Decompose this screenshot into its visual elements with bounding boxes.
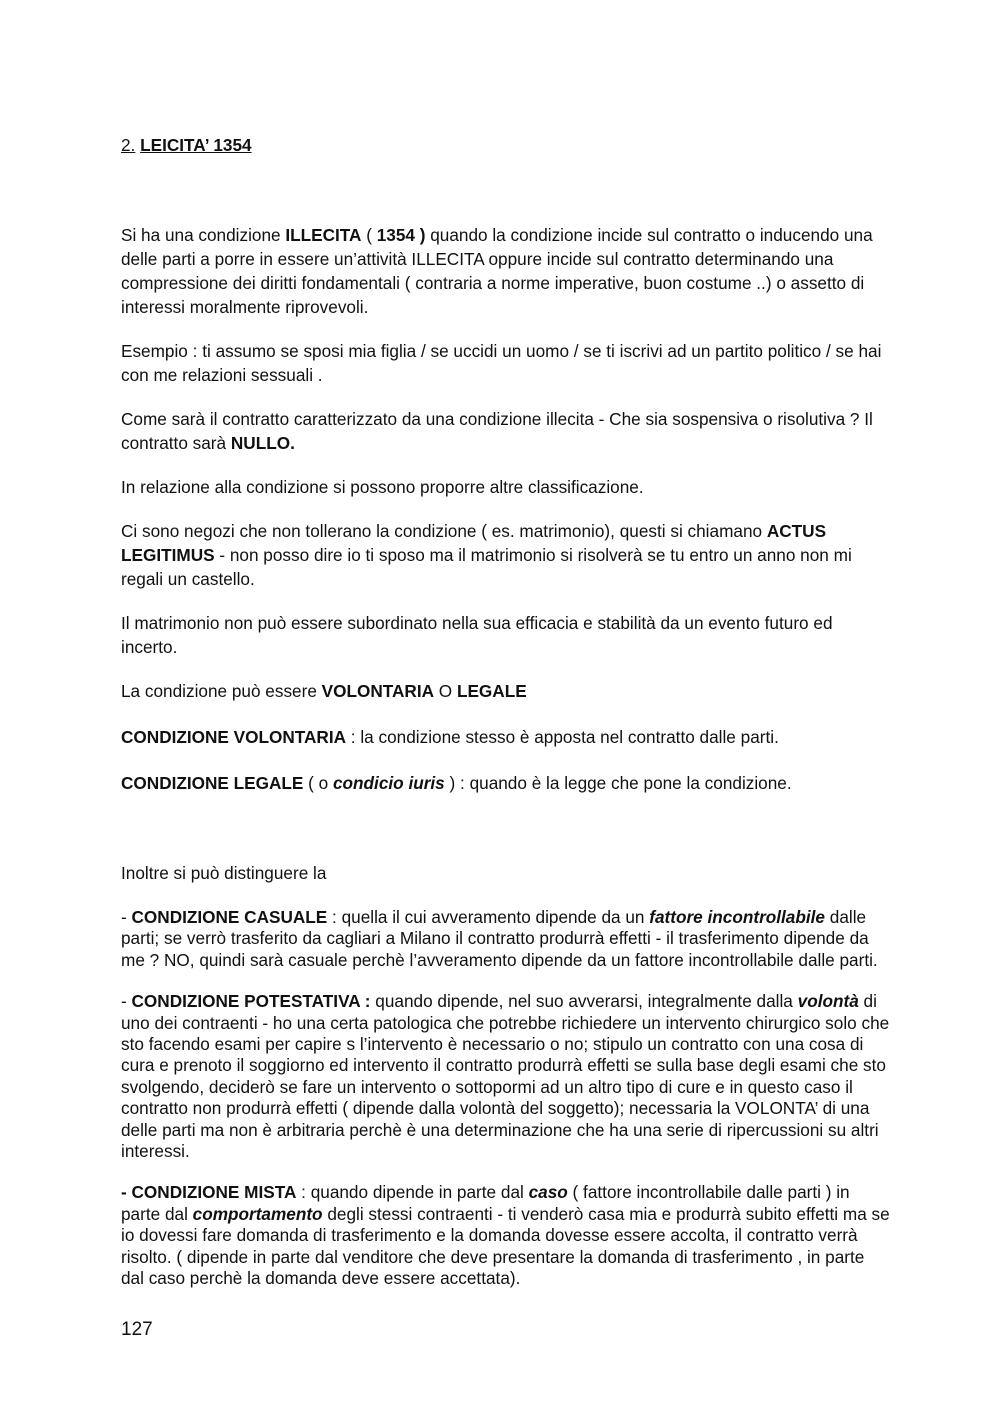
text-run: Si ha una condizione [121, 225, 286, 245]
page-number: 127 [121, 1319, 153, 1340]
paragraph-illecita [121, 223, 891, 319]
text-run: O [434, 681, 457, 701]
text-run: ( fattore incontrollabile dalle parti ) in parte dal [121, 1182, 850, 1224]
section-heading [121, 133, 891, 157]
paragraph-matrimonio: Il matrimonio non può essere subordinato nella sua efficacia e stabilità da un evento futuro ed incerto. [121, 613, 833, 657]
paragraph-condizione-legale [121, 771, 891, 795]
text-run: di uno dei contraenti - ho una certa patologica che potrebbe richiedere un intervento chirurgico solo che sto facendo esami per capire s l’intervento è necessario o no; stipulo un contratto con una cosa di cura e prenoto il soggiorno ed intervento il contratto produrrà effetti se sulla base degli esami che sto svolgendo, deciderò se fare un intervento o sottopormi ad un altro tipo di cure e in questo caso il contratto non produrrà effetti ( dipende dalla volontà del soggetto); necessaria la VOLONTA’ di una delle parti ma non è arbitraria perchè è una determinazione che ha una serie di ripercussioni su altri interessi. [121, 991, 890, 1162]
text-run: : la condizione stesso è apposta nel contratto dalle parti. [346, 727, 779, 747]
bold-term: NULLO. [230, 433, 295, 453]
bold-term: CONDIZIONE CASUALE [131, 907, 328, 927]
paragraph-condizione-volontaria [121, 725, 891, 749]
text-run: ) : quando è la legge che pone la condizione. [444, 773, 792, 793]
bold-term: - CONDIZIONE MISTA [121, 1182, 297, 1203]
bold-italic-term: comportamento [192, 1203, 323, 1224]
text-run: ( [361, 225, 377, 245]
paragraph-inoltre: Inoltre si può distinguere la [121, 863, 327, 883]
text-run: ( o [303, 773, 333, 793]
paragraph-volontaria-legale [121, 679, 891, 703]
text-run: quando la condizione incide sul contratto o inducendo una delle parti a porre in essere un’attività ILLECITA oppure incide sul contratto determinando una compressione dei diritti fondamentali ( contraria a norme imperative, buon costume ..) o assetto di interessi moralmente riprovevoli. [121, 225, 873, 317]
bold-italic-term: fattore incontrollabile [649, 907, 825, 927]
text-run: - non posso dire io ti sposo ma il matrimonio si risolverà se tu entro un anno non mi regali un castello. [121, 545, 852, 589]
heading-number: 2. [121, 135, 136, 155]
paragraph-classificazione: In relazione alla condizione si possono proporre altre classificazione. [121, 477, 644, 497]
bold-term: ILLECITA [285, 225, 362, 245]
bold-term: 1354 ) [376, 225, 426, 245]
paragraph-esempio: Esempio : ti assumo se sposi mia figlia / se uccidi un uomo / se ti iscrivi ad un partito politico / se hai con me relazioni sessuali . [121, 341, 882, 385]
bold-italic-term: volontà [797, 991, 859, 1012]
paragraph-casuale [121, 907, 891, 971]
text-run: Come sarà il contratto caratterizzato da una condizione illecita - Che sia sospensiva o risolutiva ? Il contratto sarà [121, 409, 873, 453]
bold-italic-term: caso [528, 1182, 568, 1203]
text-run: degli stessi contraenti - ti venderò casa mia e produrrà subito effetti ma se io dovessi fare domanda di trasferimento e la domanda dovesse essere accolta, il contratto verrà risolto. ( dipende in parte dal venditore che deve presentare la domanda di trasferimento , in parte dal caso perchè la domanda deve essere accettata). [121, 1203, 890, 1289]
text-run: - [121, 907, 132, 927]
text-run: - [121, 991, 132, 1012]
bold-italic-term: condicio iuris [333, 773, 445, 793]
bold-term: CONDIZIONE POTESTATIVA : [131, 991, 371, 1012]
text-run: Ci sono negozi che non tollerano la condizione ( es. matrimonio), questi si chiamano [121, 521, 767, 541]
bold-term: LEGALE [456, 681, 527, 701]
bold-term: VOLONTARIA [321, 681, 435, 701]
paragraph-actus-legitimus [121, 519, 891, 591]
text-run: : quella il cui avveramento dipende da un [327, 907, 650, 927]
text-run: La condizione può essere [121, 681, 322, 701]
paragraph-potestativa [121, 991, 891, 1162]
paragraph-nullo [121, 407, 891, 455]
text-run: : quando dipende in parte dal [296, 1182, 529, 1203]
bold-term: CONDIZIONE LEGALE [121, 773, 304, 793]
paragraph-mista [121, 1182, 891, 1289]
page-body [121, 133, 891, 1290]
text-run: quando dipende, nel suo avverarsi, integralmente dalla [370, 991, 798, 1012]
text-run: dalle parti; se verrò trasferito da cagliari a Milano il contratto produrrà effetti - il trasferimento dipende da me ? NO, quindi sarà casuale perchè l’avveramento dipende da un fattore incontrollabile dalle parti. [121, 907, 878, 970]
bold-term: ACTUS LEGITIMUS [121, 521, 827, 565]
bold-term: CONDIZIONE VOLONTARIA [121, 727, 347, 747]
heading-title: LEICITA’ 1354 [140, 135, 252, 155]
